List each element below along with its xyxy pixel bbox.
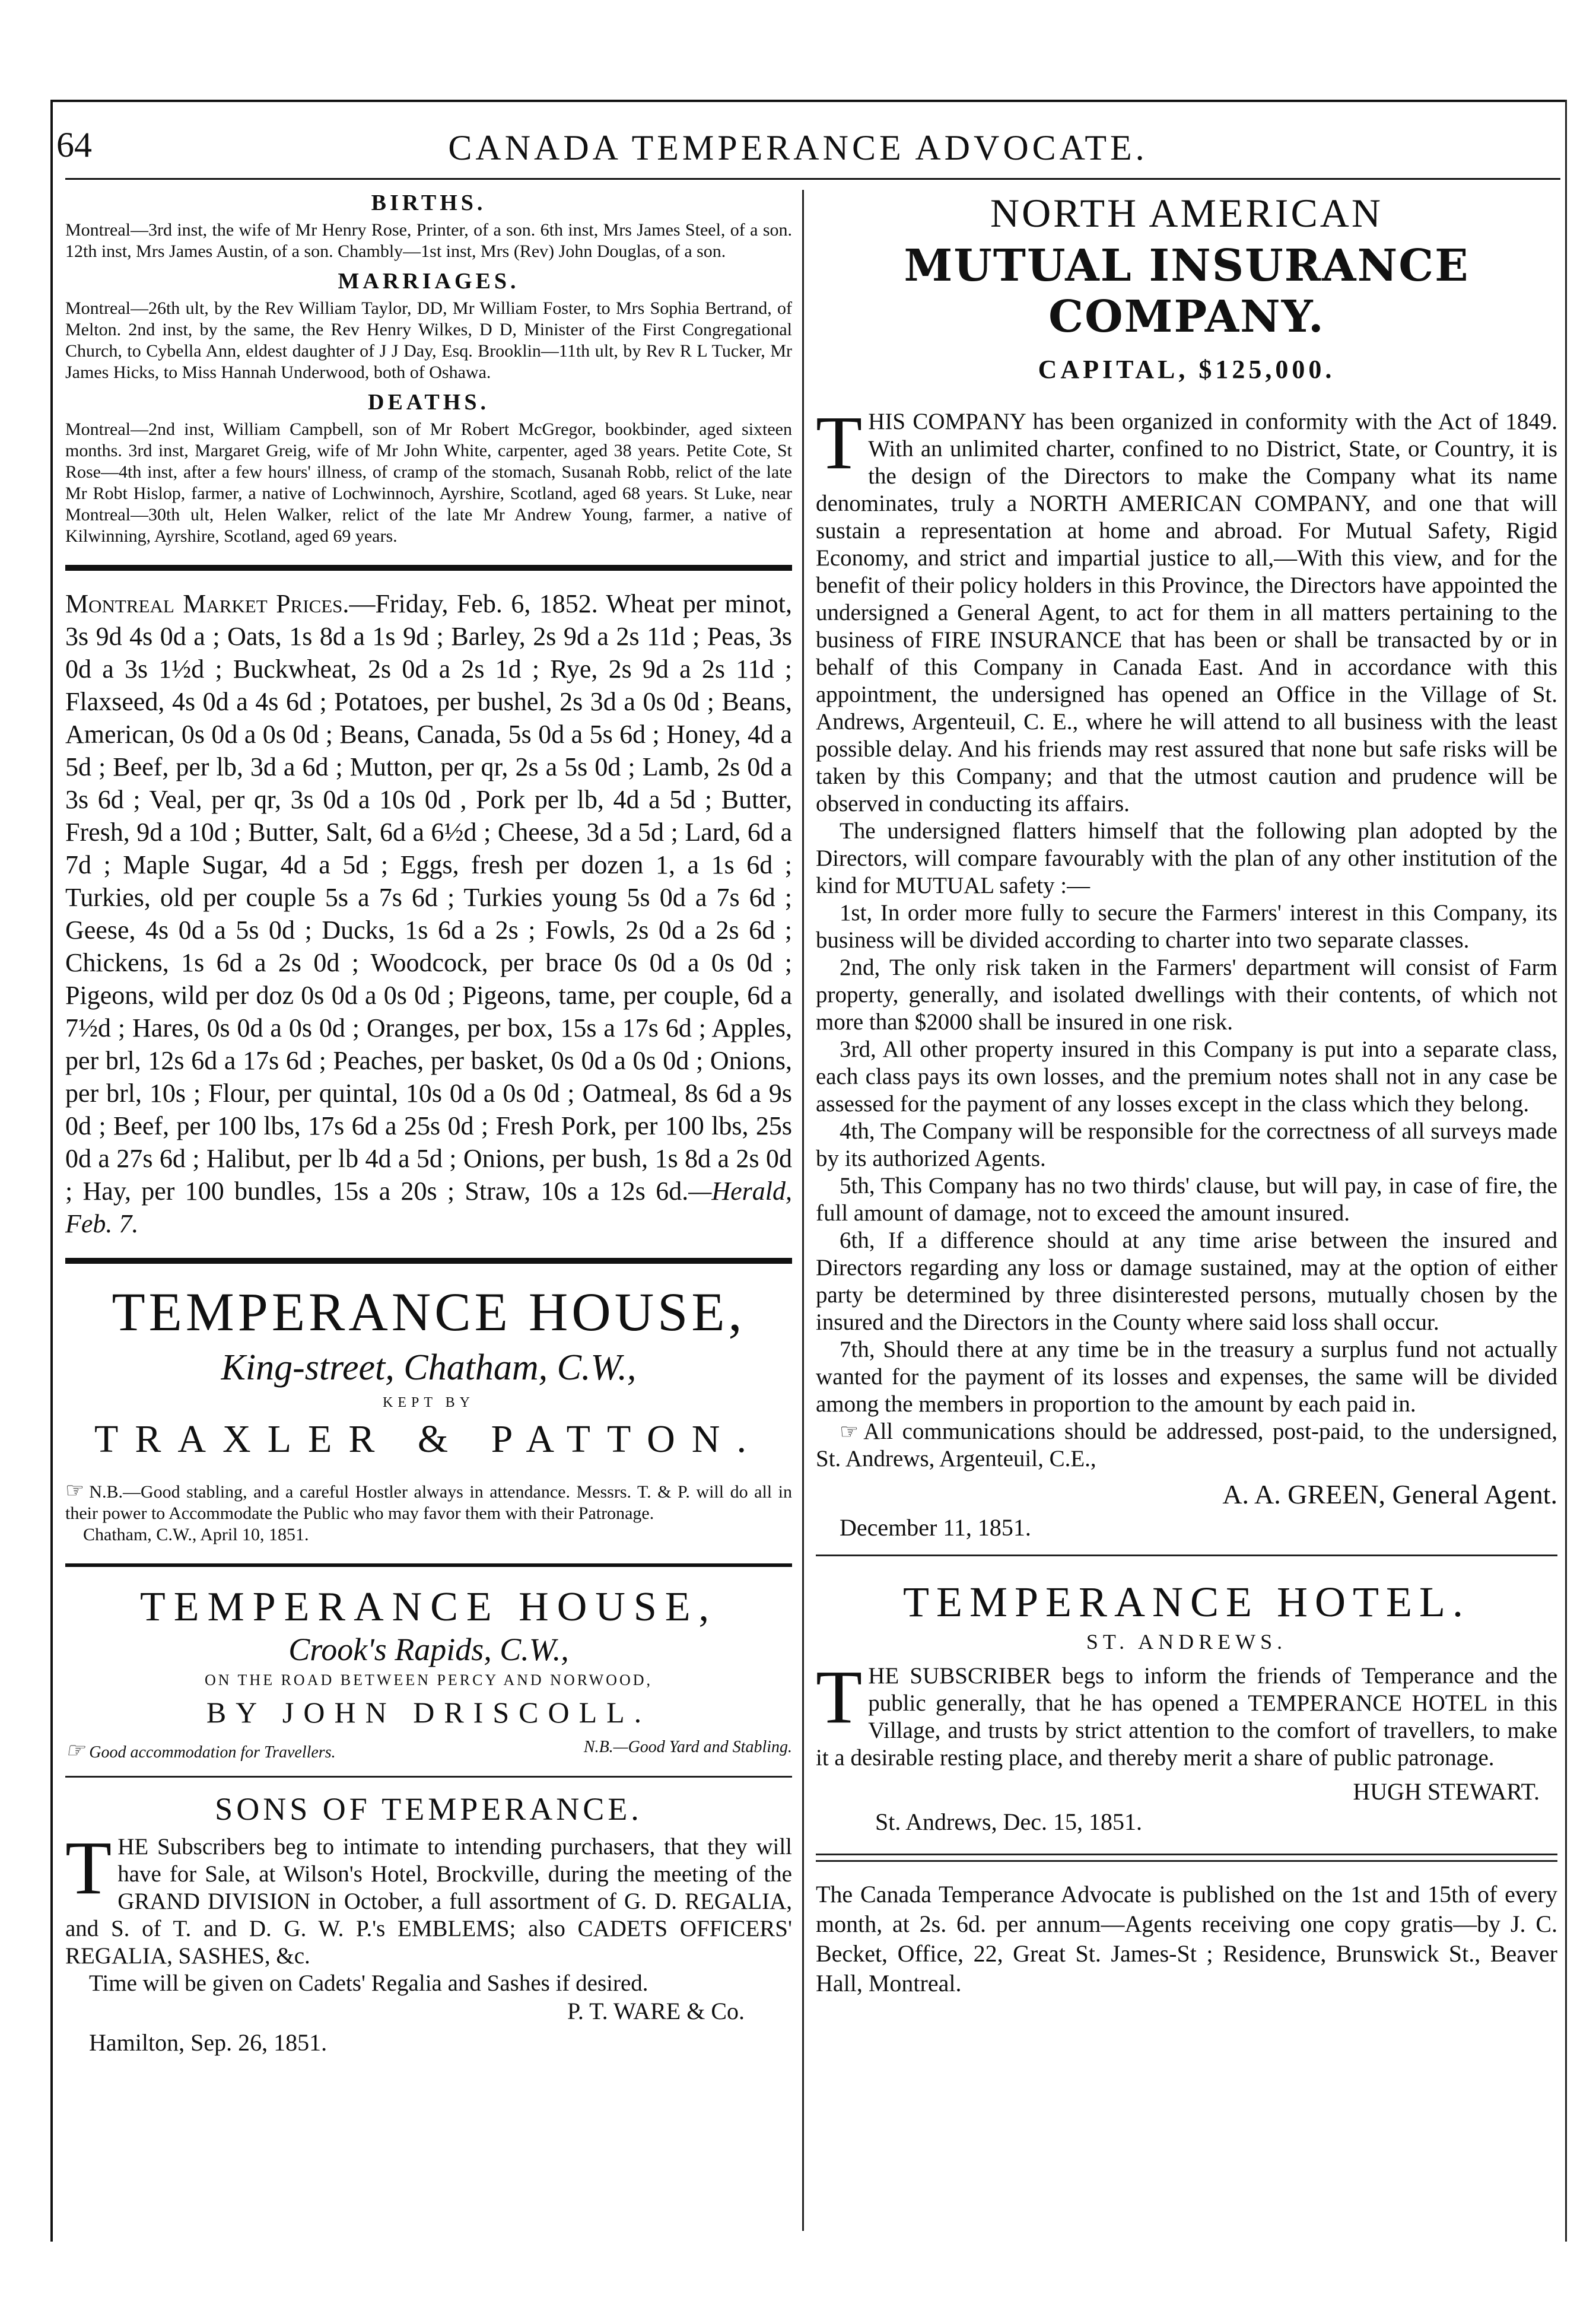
deaths-text: Montreal—2nd inst, William Campbell, son of Mr Robert McGregor, bookbinder, aged sixteen months. 3rd inst, Margaret Greig, wife of Mr John White, carpenter, aged 38 years. Petite Cote, St Rose—4th inst, after a few hours' illness, of cramp of the stomach, Susanah Robb, relict of the late Mr Robt Hislop, farmer, a native of Lochwinnoch, Ayrshire, Scotland, aged 68 years. St Luke, near Montreal—30th ult, Helen Walker, relict of the late Mr Andrew Young, farmer, a native of Kilwinning, Ayrshire, Scotland, aged 69 years. [65,419,792,546]
marriages-heading: MARRIAGES. [338,269,520,294]
insurance-subtitle: MUTUAL INSURANCE COMPANY. [904,240,1470,342]
ad3-title: SONS OF TEMPERANCE. [215,1791,643,1827]
hotel-place: ST. ANDREWS. [1086,1630,1287,1654]
ad1-proprietors: TRAXLER & PATTON. [94,1417,763,1461]
insurance-p7: 5th, This Company has no two thirds' clause, but will pay, in case of fire, the full amount of damage, not to exceed the amount insured. [816,1173,1557,1226]
insurance-dropcap: T [816,400,863,485]
hotel-body [816,1655,1557,1772]
insurance-p1 [816,400,1557,818]
ad2-footer [65,1738,792,1763]
hotel-sign: HUGH STEWART. [1353,1778,1540,1805]
insurance-p5: 3rd, All other property insured in this Company is put into a separate class, each class pays its own losses, and the premium notes shall not in any case be assessed for the payment of any losses except in the class which they belong. [816,1037,1557,1117]
hotel-text: HE SUBSCRIBER begs to inform the friends of Temperance and the public generally, that he has opened a TEMPERANCE HOTEL in this Village, and trusts by strict attention to the comfort of travellers, to make it a desirable resting place, and thereby merit a share of public patronage. [816,1663,1557,1770]
insurance-p6: 4th, The Company will be responsible for the correctness of all surveys made by its authorized Agents. [816,1118,1557,1171]
hotel-dropcap: T [816,1655,863,1739]
advocate-notice [816,1880,1557,1998]
ad3-sign: P. T. WARE & Co. [567,1998,745,2024]
section-rule [65,1776,792,1778]
ad1-title: TEMPERANCE HOUSE, [112,1282,746,1342]
section-double-rule [816,1854,1557,1862]
insurance-dateline: December 11, 1851. [840,1514,1031,1541]
section-rule [65,1563,792,1567]
page-border-top [50,100,1566,102]
ad1-location: King-street, Chatham, C.W., [221,1347,637,1388]
market-lead: Montreal Market Prices. [65,589,349,618]
page-border-right [1565,100,1567,2242]
ad2-footer-left [65,1738,336,1763]
ad2-road: ON THE ROAD BETWEEN PERCY AND NORWOOD, [204,1671,653,1689]
insurance-p10: All communications should be addressed, post-paid, to the undersigned, St. Andrews, Argenteuil, C.E., [816,1419,1557,1471]
ad1-dateline: Chatham, C.W., April 10, 1851. [83,1525,309,1544]
insurance-p10-para [816,1418,1557,1473]
left-column [65,190,792,2056]
page-title: CANADA TEMPERANCE ADVOCATE. [448,128,1148,167]
insurance-p8: 6th, If a difference should at any time arise between the insured and Directors regarding any loss or damage sustained, may at the option of either party be determined by three disinterested persons, mutually chosen by the insured and the Directors in the County where said loss shall occur. [816,1228,1557,1335]
births-heading: BIRTHS. [371,190,487,215]
section-rule [65,1258,792,1264]
ad1-note: N.B.—Good stabling, and a careful Hostler always in attendance. Messrs. T. & P. will do all in their power to Accommodate the Public who may favor them with their Patronage. [65,1482,792,1523]
market-body: —Friday, Feb. 6, 1852. Wheat per minot, 3s 9d 4s 0d a ; Oats, 1s 8d a 1s 9d ; Barley, 2s 9d a 2s 11d ; Peas, 3s 0d a 3s 1½d ; Buckwheat, 2s 0d a 2s 1d ; Rye, 2s 9d a 2s 11d ; Flaxseed, 4s 0d a 4s 6d ; Potatoes, per bushel, 2s 3d a 0s 0d ; Beans, American, 0s 0d a 0s 0d ; Beans, Canada, 5s 0d a 5s 6d ; Honey, 4d a 5d ; Beef, per lb, 3d a 6d ; Mutton, per qr, 2s a 5s 0d ; Lamb, 2s 0d a 3s 6d ; Veal, per qr, 3s 0d a 10s 0d , Pork per lb, 4d a 5d ; Butter, Fresh, 9d a 10d ; Butter, Salt, 6d a 6½d ; Cheese, 3d a 5d ; Lard, 6d a 7d ; Maple Sugar, 4d a 5d ; Eggs, fresh per dozen 1, a 1s 6d ; Turkies, old per couple 5s a 7s 6d ; Turkies young 5s 0d a 7s 6d ; Geese, 4s 0d a 5s 0d ; Ducks, 1s 6d a 2s ; Fowls, 2s 0d a 2s 6d ; Chickens, 1s 6d a 2s 0d ; Woodcock, per brace 0s 0d a 0s 0d ; Pigeons, wild per doz 0s 0d a 0s 0d ; Pigeons, tame, per couple, 6d a 7½d ; Hares, 0s 0d a 0s 0d ; Oranges, per box, 15s a 17s 6d ; Apples, per brl, 12s 6d a 17s 6d ; Peaches, per basket, 0s 0d a 0s 0d ; Onions, per brl, 10s ; Flour, per quintal, 10s 0d a 0s 0d ; Oatmeal, 8s 6d a 9s 0d ; Beef, per 100 lbs, 17s 6d a 25s 0d ; Fresh Pork, per 100 lbs, 25s 0d a 27s 6d ; Halibut, per lb 4d a 5d ; Onions, per bush, 1s 8d a 2s 0d ; Hay, per 100 bundles, 15s a 20s ; Straw, 10s a 12s 6d. [65,589,792,1206]
section-rule [65,565,792,571]
ad-temperance-house-chatham [65,1280,792,1546]
pointing-hand-icon: ☞ [840,1420,859,1444]
section-rule [816,1555,1557,1556]
ad2-by: BY JOHN DRISCOLL. [206,1696,651,1729]
insurance-capital: CAPITAL, $125,000. [1038,355,1336,384]
ad3-dropcap: T [65,1826,112,1910]
ad2-footer-left-text: Good accommodation for Travellers. [89,1743,336,1762]
column-divider [802,190,804,2231]
ad1-note-para [65,1480,792,1524]
ad3-body [65,1826,792,1970]
ad3-note: Time will be given on Cadets' Regalia and Sashes if desired. [89,1970,648,1996]
ad-sons-of-temperance [65,1791,792,2056]
market-prices [65,587,792,1240]
pointing-hand-icon: ☞ [65,1738,85,1762]
ad3-text: HE Subscribers beg to intimate to intending purchasers, that they will have for Sale, at Wilson's Hotel, Brockville, during the meeting of the GRAND DIVISION in October, a full assortment of G. D. REGALIA, and S. of T. and D. G. W. P.'s EMBLEMS; also CADETS OFFICERS' REGALIA, SASHES, &c. [65,1834,792,1969]
ad2-title: TEMPERANCE HOUSE, [139,1584,718,1630]
insurance-p2: The undersigned flatters himself that the following plan adopted by the Directors, will compare favourably with the plan of any other institution of the kind for MUTUAL safety :— [816,818,1557,898]
advocate-notice-text: The Canada Temperance Advocate is published on the 1st and 15th of every month, at 2s. 6d. per annum—Agents receiving one copy gratis—by J. C. Becket, Office, 22, Great St. James-St ; Residence, Brunswick St., Beaver Hall, Montreal. [816,1881,1557,1997]
insurance-p1-text: HIS COMPANY has been organized in conformity with the Act of 1849. With an unlimited charter, confined to no District, State, or Country, it is the design of the Directors to make the Company what its name denominates, truly a NORTH AMERICAN COMPANY, and one that will sustain a representation at home and abroad. For Mutual Safety, Rigid Economy, and strict and impartial justice to all,—With this view, and for the benefit of their policy holders in this Province, the Directors have appointed the undersigned a General Agent, to act for them in all matters pertaining to the business of FIRE INSURANCE that has been or shall be transacted by or in behalf of this Company in Canada East. And in accordance with this appointment, the undersigned has opened an Office in the Village of St. Andrews, Argenteuil, C. E., where he will attend to all business with the least possible delay. And his friends may rest assured that none but safe risks will be taken by this Company; and that the utmost caution and prudence will be observed in conducting its affairs. [816,409,1557,816]
market-text [65,587,792,1240]
ad2-location: Crook's Rapids, C.W., [288,1632,569,1667]
page-number: 64 [56,125,92,164]
ad3-dateline: Hamilton, Sep. 26, 1851. [89,2029,328,2056]
marriages-section [65,268,792,383]
ad-insurance-company [816,190,1557,1541]
ad-temperance-house-crooks [65,1584,792,1763]
marriages-text: Montreal—26th ult, by the Rev William Taylor, DD, Mr William Foster, to Mrs Sophia Bertrand, of Melton. 2nd inst, by the same, the Rev Henry Wilkes, D D, Minister of the First Congregational Church, to Cybella Ann, eldest daughter of J J Day, Esq. Brooklin—11th ult, by Rev R L Tucker, Mr James Hicks, to Miss Hannah Underwood, both of Oshawa. [65,298,792,382]
insurance-sign: A. A. GREEN, General Agent. [1222,1479,1557,1509]
ad2-footer-right: N.B.—Good Yard and Stabling. [583,1738,792,1756]
right-column [816,190,1557,1998]
page-border-left [50,100,53,2242]
insurance-p9: 7th, Should there at any time be in the treasury a surplus fund not actually wanted for the payment of its losses and expenses, the same will be divided among the members in proportion to the amount by each paid in. [816,1337,1557,1417]
market-source: —Herald, Feb. 7. [65,1177,792,1238]
insurance-p4: 2nd, The only risk taken in the Farmers' department will consist of Farm property, generally, and isolated dwellings with their contents, of which not more than $2000 shall be insured in one risk. [816,955,1557,1035]
hotel-title: TEMPERANCE HOTEL. [903,1578,1470,1626]
pointing-hand-icon: ☞ [65,1479,85,1502]
ad-temperance-hotel [816,1578,1557,1836]
births-text: Montreal—3rd inst, the wife of Mr Henry Rose, Printer, of a son. 6th inst, Mrs James Steel, of a son. 12th inst, Mrs James Austin, of a son. Chambly—1st inst, Mrs (Rev) John Douglas, of a son. [65,220,792,261]
births-section [65,190,792,262]
insurance-title: NORTH AMERICAN [990,190,1384,236]
header-rule [65,178,1560,180]
ad1-kept-by: KEPT BY [383,1395,475,1410]
insurance-p3: 1st, In order more fully to secure the Farmers' interest in this Company, its business will be divided according to charter into two separate classes. [816,900,1557,953]
deaths-section [65,389,792,547]
hotel-dateline: St. Andrews, Dec. 15, 1851. [875,1808,1142,1835]
deaths-heading: DEATHS. [368,390,489,415]
